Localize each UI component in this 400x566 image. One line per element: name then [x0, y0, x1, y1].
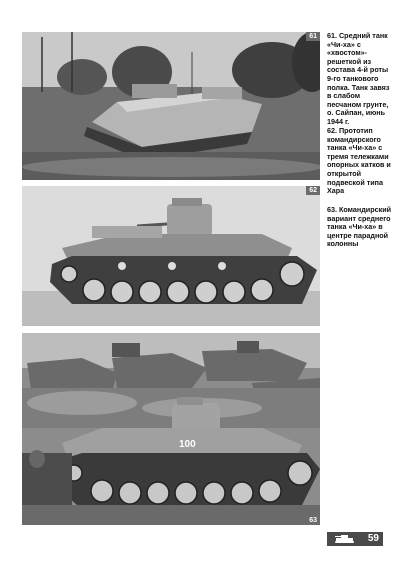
turret-number: 100 — [179, 439, 196, 450]
caption-62: 62. Прототип командирского танка «Чи-ха» с тремя тележками опорных катков и открытой подвеской типа Хара — [327, 126, 391, 196]
photo-61-image — [22, 32, 320, 180]
page-folio — [327, 532, 383, 546]
photo-61-wrecked-tank — [22, 32, 320, 180]
photo-62-image — [22, 186, 320, 326]
caption-61: 61. Средний танк «Чи-ха» с «хвостом»-решеткой из состава 4-й роты 9-го танкового полка. Танк завяз в слабом песчаном грунте, о. Сайпан, июнь 1944 г. — [327, 31, 390, 126]
photo-63-parade-column — [22, 333, 320, 525]
photo-62-prototype-tank — [22, 186, 320, 326]
photo-number-tag: 61 — [306, 32, 320, 41]
photo-number-tag: 63 — [306, 516, 320, 525]
caption-63: 63. Командирский вариант среднего танка «Чи-ха» в центре парадной колонны — [327, 205, 392, 249]
photo-number-tag: 62 — [306, 186, 320, 195]
page-number: 59 — [367, 533, 379, 544]
photo-63-image — [22, 333, 320, 525]
tank-icon — [333, 535, 355, 543]
